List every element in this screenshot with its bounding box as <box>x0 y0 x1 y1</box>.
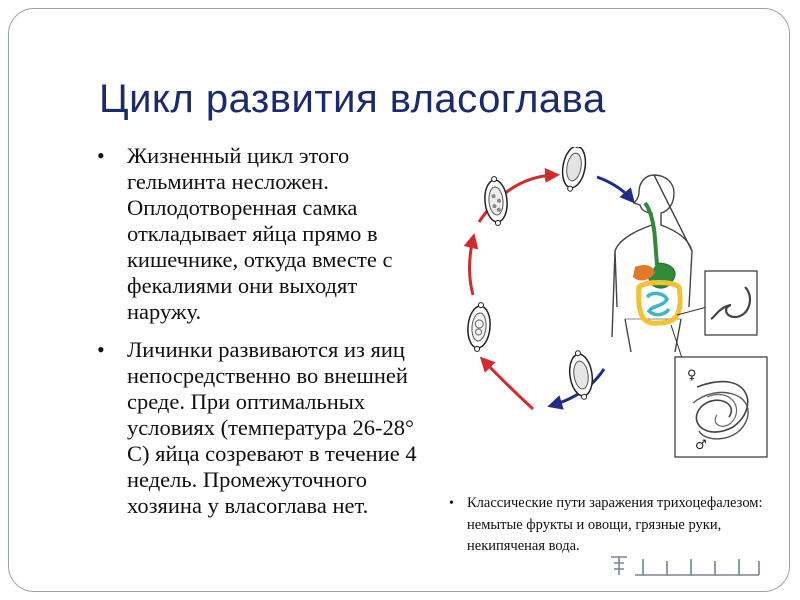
egg-top <box>559 147 589 193</box>
egg-left-top <box>483 176 509 227</box>
large-intestine <box>639 283 681 324</box>
life-cycle-diagram <box>449 147 779 467</box>
small-intestine <box>647 293 669 314</box>
bullet-dot: • <box>97 337 105 362</box>
infection-note <box>449 493 779 558</box>
arrow-egg-maturation <box>484 361 533 409</box>
watermark-bars <box>609 551 769 577</box>
male-symbol: ♂ <box>695 438 707 453</box>
egg-left-bottom <box>466 302 492 353</box>
note-text: Классические пути заражения трихоцефалезом: немытые фрукты и овощи, грязные руки, некипяченая вода. <box>467 495 763 554</box>
note-dot: • <box>449 496 454 511</box>
bullet-item <box>97 143 427 325</box>
bullet-item <box>97 337 427 519</box>
slide-title: Цикл развития власоглава <box>99 77 606 121</box>
bullet-text: Жизненный цикл этого гельминта несложен. Оплодотворенная самка откладывает яйца прямо в кишечнике, откуда вместе с фекалиями они выходят наружу. <box>127 143 393 324</box>
bullet-list <box>97 143 427 531</box>
slide <box>8 8 790 592</box>
arrow-ingestion <box>597 177 631 199</box>
bullet-text: Личинки развиваются из яиц непосредственно во внешней среде. При оптимальных условиях (температура 26-28° С) яйца созревают в течение 4 недель. Промежуточного хозяина у власоглава нет. <box>127 337 417 518</box>
bullet-dot: • <box>97 143 105 168</box>
egg-bottom <box>567 349 596 401</box>
arrow-egg-cleavage <box>470 239 474 295</box>
female-symbol: ♀ <box>687 368 697 383</box>
